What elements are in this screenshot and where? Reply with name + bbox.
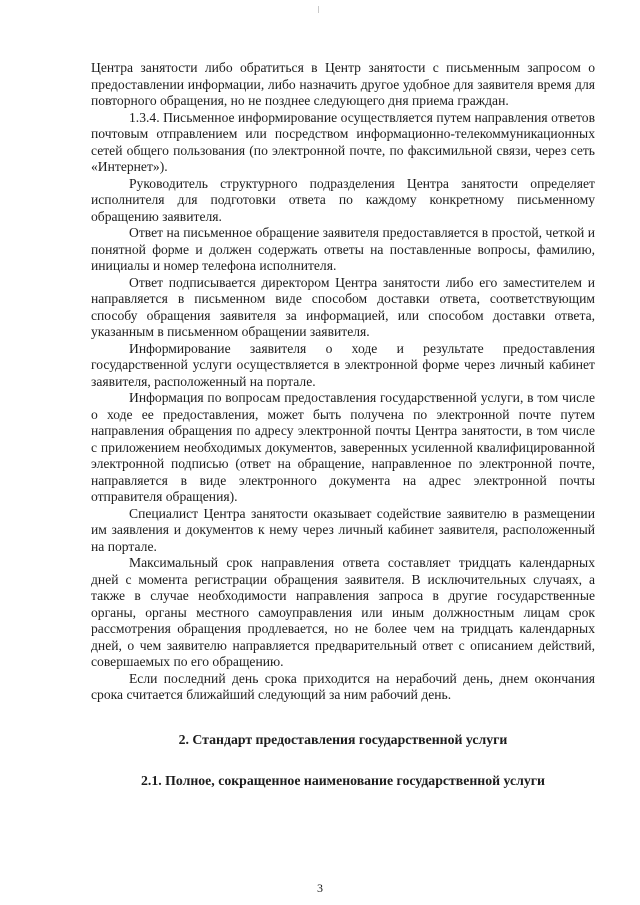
- document-body: [91, 60, 595, 790]
- paragraph-answer-signature: Ответ подписывается директором Центра занятости либо его заместителем и направляется в письменном виде способом доставки ответа, соответствующим способу обращения заявителя за информацией, или способом доставки ответа, указанным в письменном обращении заявителя.: [91, 274, 595, 339]
- scan-mark: [318, 6, 319, 13]
- section-heading: 2. Стандарт предоставления государственной услуги: [178, 731, 508, 747]
- page-number: 3: [317, 881, 323, 895]
- subsection-heading: 2.1. Полное, сокращенное наименование государственной услуги: [141, 773, 545, 788]
- paragraph-electronic-informing: Информирование заявителя о ходе и результате предоставления государственной услуги осуществляется в электронной форме через личный кабинет заявителя, расположенный на портале.: [91, 340, 595, 389]
- paragraph-max-term: Максимальный срок направления ответа составляет тридцать календарных дней с момента регистрации обращения заявителя. В исключительных случаях, а также в случае необходимости направления запроса в другие государственные органы, органы местного самоуправления или иным должностным лицам срок рассмотрения обращения продлевается, но не более чем на тридцать календарных дней, о чем заявителю направляется предварительный ответ с описанием действий, совершаемых по его обращению.: [91, 555, 595, 669]
- paragraph-executor: Руководитель структурного подразделения Центра занятости определяет исполнителя для подготовки ответа по каждому конкретному письменному обращению заявителя.: [91, 175, 595, 224]
- paragraph-answer-form: Ответ на письменное обращение заявителя предоставляется в простой, четкой и понятной форме и должен содержать ответы на поставленные вопросы, фамилию, инициалы и номер телефона исполнителя.: [91, 225, 595, 273]
- paragraph-specialist-assist: Специалист Центра занятости оказывает содействие заявителю в размещении им заявления и документов к нему через личный кабинет заявителя, расположенный на портале.: [91, 505, 595, 554]
- paragraph-1-3-4: 1.3.4. Письменное информирование осуществляется путем направления ответов почтовым отправлением или посредством информационно-телекоммуникационных сетей общего пользования (по электронной почте, по факсимильной связи, через сеть «Интернет»).: [91, 109, 595, 174]
- paragraph-email-info: Информация по вопросам предоставления государственной услуги, в том числе о ходе ее предоставления, может быть получена по электронной почте путем направления обращения по адресу электронной почты Центра занятости, в том числе с приложением необходимых документов, заверенных усиленной квалифицированной электронной подписью (ответ на обращение, направленное по электронной почте, направляется в виде электронного документа на адрес электронной почты отправителя обращения).: [91, 390, 595, 504]
- paragraph-nonworking-day: Если последний день срока приходится на нерабочий день, днем окончания срока считается ближайший следующий за ним рабочий день.: [91, 670, 595, 702]
- paragraph-continuation: Центра занятости либо обратиться в Центр занятости с письменным запросом о предоставлении информации, либо назначить другое удобное для заявителя время для повторного обращения, но не позднее следующего дня приема граждан.: [91, 60, 595, 108]
